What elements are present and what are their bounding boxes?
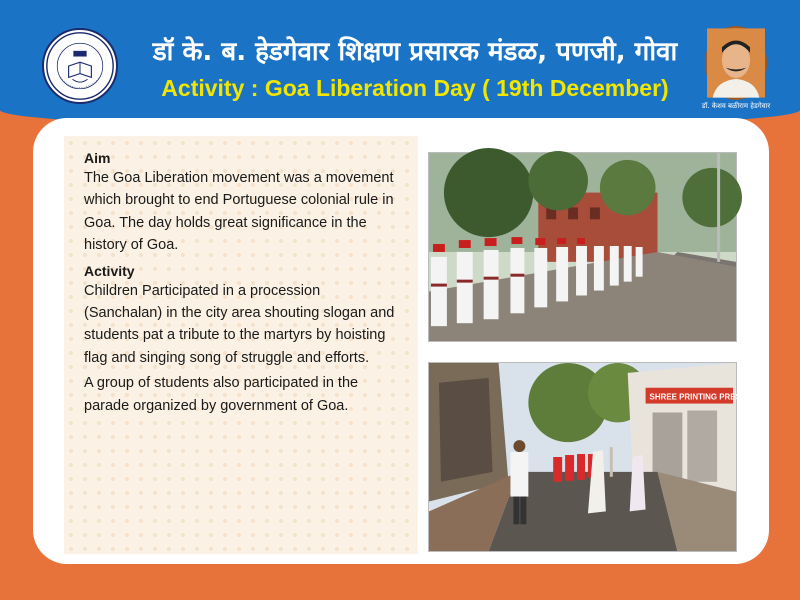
parade-photo xyxy=(428,362,747,552)
printing-press-sign: SHREE PRINTING PRESS xyxy=(649,392,747,402)
organization-title: डॉ के. ब. हेडगेवार शिक्षण प्रसारक मंडळ, पणजी, गोवा xyxy=(152,37,678,67)
aim-heading: Aim xyxy=(84,150,111,166)
procession-photo xyxy=(428,152,737,342)
activity-text-2: A group of students also participated in the parade organized by government of Goa. xyxy=(84,375,359,414)
description-box xyxy=(64,136,418,554)
aim-text: The Goa Liberation movement was a movement which brought to end Portuguese colonial rule in Goa. The day holds great significance in the history of Goa. xyxy=(84,170,394,254)
activity-subtitle: Activity : Goa Liberation Day ( 19th December) xyxy=(161,75,669,101)
activity-text: Children Participated in a procession (Sanchalan) in the city area shouting slogan and students pat a tribute to the martyrs by hoisting flag and singing song of struggle and efforts. xyxy=(84,282,395,366)
school-emblem-icon xyxy=(42,28,118,104)
portrait-caption: डॉ. केशव बळीराम हेडगेवार xyxy=(701,102,771,110)
founder-portrait xyxy=(705,26,767,100)
activity-heading: Activity xyxy=(84,262,135,279)
